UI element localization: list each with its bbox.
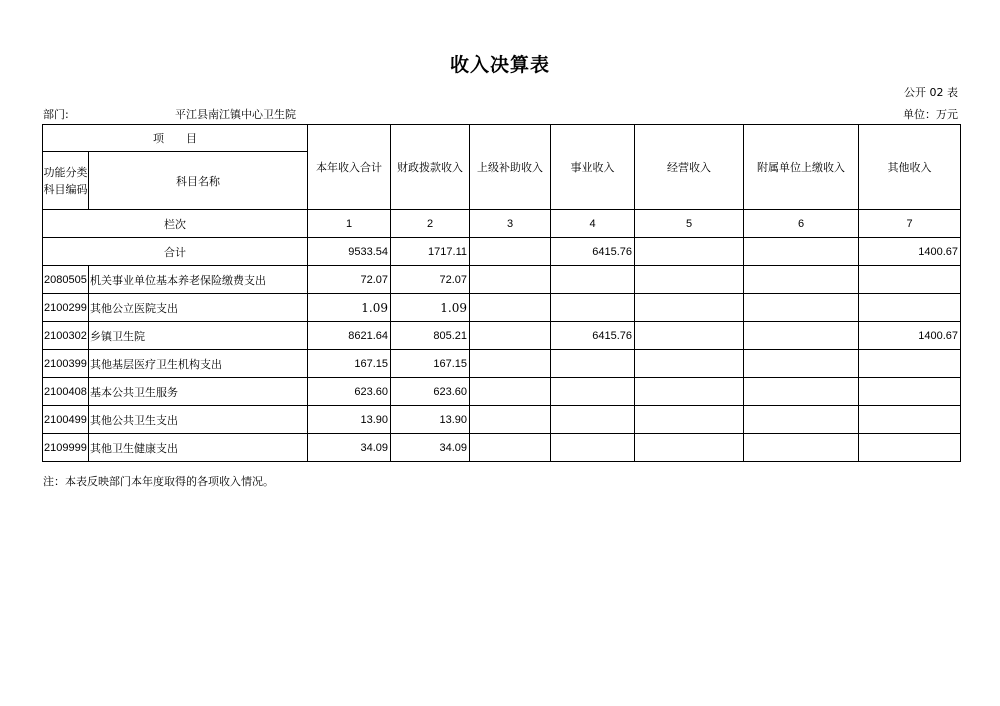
row-cell xyxy=(635,350,744,378)
row-cell xyxy=(859,266,961,294)
col-header-operating: 经营收入 xyxy=(635,125,744,210)
row-cell xyxy=(744,434,859,462)
row-cell xyxy=(551,406,635,434)
row-cell xyxy=(635,322,744,350)
department-label: 部门: xyxy=(43,108,69,121)
row-code: 2109999 xyxy=(43,434,89,462)
row-code: 2100408 xyxy=(43,378,89,406)
col-header-other: 其他收入 xyxy=(859,125,961,210)
row-cell: 1.09 xyxy=(391,294,470,322)
row-name: 其他卫生健康支出 xyxy=(89,434,308,462)
header-row-1 xyxy=(43,125,961,152)
department-name: 平江县南江镇中心卫生院 xyxy=(175,108,296,121)
row-code: 2100399 xyxy=(43,350,89,378)
col-header-total: 本年收入合计 xyxy=(308,125,391,210)
table-row xyxy=(43,350,961,378)
col-group-header: 项 目 xyxy=(43,125,308,152)
row-cell xyxy=(744,350,859,378)
income-table xyxy=(42,124,961,462)
col-header-business: 事业收入 xyxy=(551,125,635,210)
row-cell: 1400.67 xyxy=(859,322,961,350)
table-row xyxy=(43,294,961,322)
row-cell xyxy=(859,350,961,378)
row-code: 2100499 xyxy=(43,406,89,434)
row-code: 2080505 xyxy=(43,266,89,294)
col-header-fiscal: 财政拨款收入 xyxy=(391,125,470,210)
index-cell: 5 xyxy=(635,210,744,238)
form-code-label: 公开 02 表 xyxy=(904,86,958,99)
row-cell xyxy=(470,378,551,406)
row-cell: 8621.64 xyxy=(308,322,391,350)
row-cell xyxy=(551,378,635,406)
row-cell xyxy=(635,294,744,322)
row-code: 2100302 xyxy=(43,322,89,350)
table-row xyxy=(43,434,961,462)
row-cell xyxy=(470,350,551,378)
row-cell xyxy=(635,378,744,406)
total-cell: 9533.54 xyxy=(308,238,391,266)
index-cell: 7 xyxy=(859,210,961,238)
row-cell xyxy=(470,294,551,322)
row-cell xyxy=(859,378,961,406)
index-cell: 4 xyxy=(551,210,635,238)
row-cell xyxy=(551,350,635,378)
row-cell xyxy=(859,406,961,434)
row-cell: 167.15 xyxy=(391,350,470,378)
unit-label: 单位：万元 xyxy=(903,108,958,121)
page-title: 收入决算表 xyxy=(449,54,550,76)
row-cell xyxy=(635,434,744,462)
table-row xyxy=(43,322,961,350)
row-cell: 623.60 xyxy=(391,378,470,406)
index-cell: 1 xyxy=(308,210,391,238)
row-cell xyxy=(470,434,551,462)
index-label: 栏次 xyxy=(43,210,308,238)
row-cell: 72.07 xyxy=(391,266,470,294)
row-cell: 167.15 xyxy=(308,350,391,378)
row-cell: 72.07 xyxy=(308,266,391,294)
name-header: 科目名称 xyxy=(89,152,308,210)
row-cell xyxy=(551,434,635,462)
row-code: 2100299 xyxy=(43,294,89,322)
row-cell xyxy=(551,294,635,322)
index-row xyxy=(43,210,961,238)
total-cell xyxy=(744,238,859,266)
index-cell: 2 xyxy=(391,210,470,238)
total-label: 合计 xyxy=(43,238,308,266)
index-cell: 3 xyxy=(470,210,551,238)
col-header-affiliated: 附属单位上缴收入 xyxy=(744,125,859,210)
row-cell: 805.21 xyxy=(391,322,470,350)
total-cell xyxy=(635,238,744,266)
table-row xyxy=(43,266,961,294)
row-cell xyxy=(744,294,859,322)
row-cell xyxy=(744,406,859,434)
total-cell: 1400.67 xyxy=(859,238,961,266)
row-cell xyxy=(470,322,551,350)
row-cell: 13.90 xyxy=(391,406,470,434)
row-name: 机关事业单位基本养老保险缴费支出 xyxy=(89,266,308,294)
code-header: 功能分类科目编码 xyxy=(43,152,89,210)
row-cell: 6415.76 xyxy=(551,322,635,350)
total-row xyxy=(43,238,961,266)
row-cell xyxy=(859,434,961,462)
row-cell xyxy=(470,406,551,434)
row-cell xyxy=(635,406,744,434)
row-name: 乡镇卫生院 xyxy=(89,322,308,350)
row-cell: 34.09 xyxy=(391,434,470,462)
total-cell: 1717.11 xyxy=(391,238,470,266)
row-cell xyxy=(859,294,961,322)
total-cell: 6415.76 xyxy=(551,238,635,266)
row-name: 基本公共卫生服务 xyxy=(89,378,308,406)
table-row xyxy=(43,406,961,434)
row-cell xyxy=(551,266,635,294)
row-cell xyxy=(470,266,551,294)
row-cell: 623.60 xyxy=(308,378,391,406)
row-name: 其他公共卫生支出 xyxy=(89,406,308,434)
total-cell xyxy=(470,238,551,266)
row-cell xyxy=(635,266,744,294)
footnote: 注：本表反映部门本年度取得的各项收入情况。 xyxy=(43,475,274,488)
row-cell: 1.09 xyxy=(308,294,391,322)
row-cell xyxy=(744,378,859,406)
row-name: 其他基层医疗卫生机构支出 xyxy=(89,350,308,378)
row-cell: 34.09 xyxy=(308,434,391,462)
row-cell: 13.90 xyxy=(308,406,391,434)
table-row xyxy=(43,378,961,406)
col-header-superior: 上级补助收入 xyxy=(470,125,551,210)
row-cell xyxy=(744,266,859,294)
row-name: 其他公立医院支出 xyxy=(89,294,308,322)
index-cell: 6 xyxy=(744,210,859,238)
row-cell xyxy=(744,322,859,350)
